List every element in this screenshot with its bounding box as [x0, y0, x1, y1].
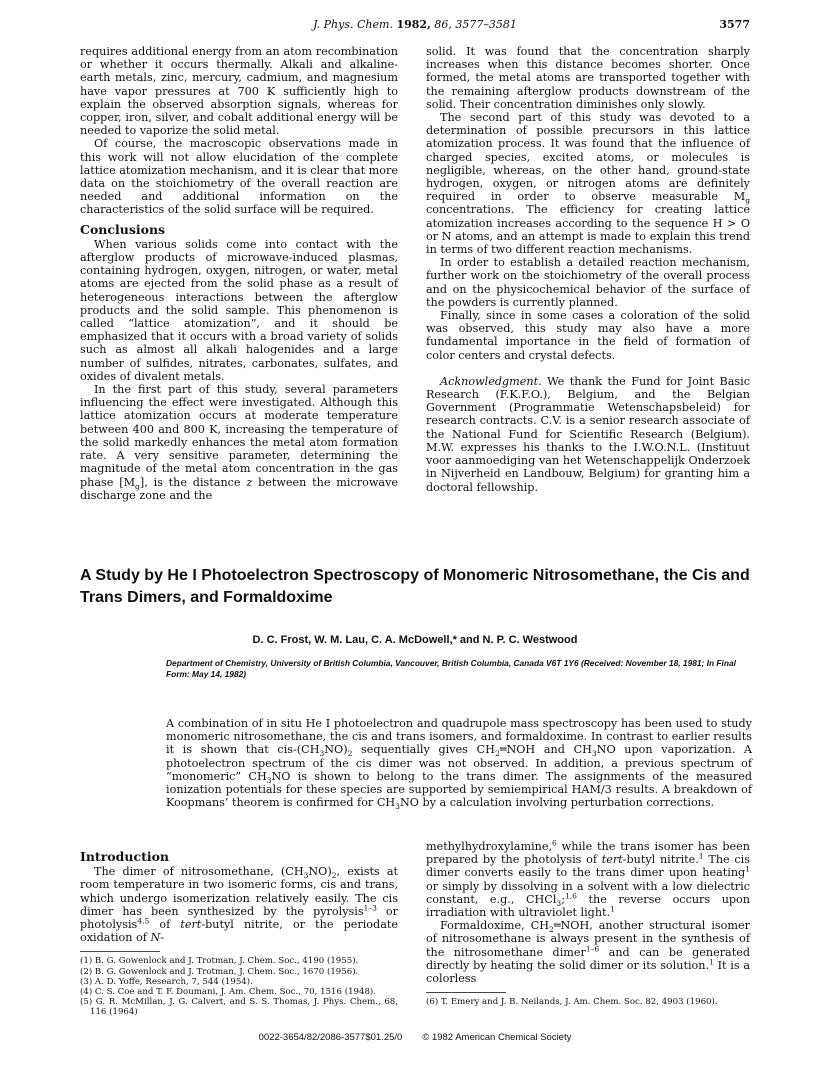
affiliation: Department of Chemistry, University of British Columbia, Vancouver, British Columbia, Canada V6T 1Y6 (Received: November 18, 1981; In Final Form: May 14, 1982)	[166, 658, 736, 679]
copyright: © 1982 American Chemical Society	[422, 1032, 572, 1043]
prev-article-column-right	[426, 45, 750, 494]
journal-volume: 86,	[434, 18, 452, 31]
abstract	[166, 717, 753, 812]
journal-citation	[80, 18, 750, 31]
footnote: (5) G. R. McMillan, J. G. Calvert, and S. S. Thomas, J. Phys. Chem., 68, 116 (1964)	[80, 997, 398, 1018]
subscript: 3	[591, 749, 597, 759]
italic-text: tert	[601, 853, 623, 867]
intro-column-right	[426, 840, 750, 1007]
paragraph: Of course, the macroscopic observations made in this work will not allow elucidation of the complete lattice atomization mechanism, and it is clear that more data on the stoichiometry of the overall reaction are needed and additional information on the characteristics of the solid surface will be required.	[80, 137, 398, 217]
text-run: ;	[561, 892, 565, 906]
text-run: NO is shown to belong to the trans dimer. The assignments of the measured ionization potentials for these species are supported by semiempirical HAM/3 results. A breakdown of Koopmans’ theorem is confirmed for CH	[166, 769, 752, 810]
italic-text: tert	[180, 918, 202, 932]
paragraph	[80, 865, 398, 944]
ack-label: Acknowledgment.	[440, 374, 542, 388]
article-code: 0022-3654/82/2086-3577$01.25/0	[258, 1032, 403, 1043]
authors-part: D. C. Frost, W. M. Lau, C. A. McDowell,	[252, 634, 453, 646]
subscript: 2	[347, 749, 353, 759]
text-run: concentrations. The efficiency for creating lattice atomization increases according to the sequence H > O or N atoms, and an attempt is made to explain this trend in terms of two different reaction mechanisms.	[426, 203, 750, 257]
paragraph	[426, 919, 750, 985]
article-title: A Study by He I Photoelectron Spectroscopy of Monomeric Nitrosomethane, the Cis and Trans Dimers, and Formaldoxime	[80, 567, 750, 606]
text-run: while the trans isomer has been prepared by the photolysis of	[426, 840, 750, 867]
paragraph	[426, 111, 750, 256]
subscript: 3	[266, 776, 272, 786]
footnote-rule	[426, 992, 506, 993]
reference-sup: 4,5	[137, 916, 150, 926]
reference-sup: 1,6	[564, 891, 577, 901]
reference-sup: 1	[698, 851, 704, 861]
abstract-text	[166, 717, 753, 812]
text-run: sequentially gives CH	[352, 743, 495, 757]
text-run: NO)	[308, 865, 332, 879]
corresponding-star: *	[452, 634, 457, 646]
text-run: ═NOH, another structural isomer of nitrosomethane is always present in the synthesis of the nitrosomethane dimer	[426, 919, 750, 959]
reference-sup: 1	[610, 904, 615, 914]
text-run: The dimer of nitrosomethane, (CH	[94, 865, 304, 879]
footnote: (2) B. G. Gowenlock and J. Trotman, J. Chem. Soc., 1670 (1956).	[80, 966, 359, 977]
subscript: 3	[395, 802, 400, 812]
subscript: 2	[494, 749, 500, 759]
text-run: and can be generated directly by heating the solid dimer or its solution.	[426, 945, 750, 972]
text-run: the reverse occurs upon irradiation with ultraviolet light.	[426, 892, 750, 920]
section-heading-introduction: Introduction	[80, 849, 170, 864]
paragraph: solid. It was found that the concentration sharply increases when this distance becomes shorter. Once formed, the metal atoms are transported together with the remaining afterglow products downstream of the solid. Their concentration diminishes only slowly.	[426, 45, 750, 111]
section-heading-conclusions: Conclusions	[80, 221, 166, 237]
footnotes-right	[426, 997, 750, 1007]
footnote: (3) A. D. Yoffe, Research, 7, 544 (1954).	[80, 976, 253, 987]
prev-article-column-left	[80, 45, 398, 502]
text-run: ], is the distance	[139, 475, 247, 489]
footnotes-left	[80, 956, 398, 1017]
subscript: 3	[556, 899, 562, 909]
text-run: NO upon vaporization. A photoelectron spectrum of the cis dimer was not observed. In addition, a previous spectrum of “monomeric” CH	[166, 743, 753, 783]
text-run: between the microwave discharge zone and the	[80, 475, 399, 502]
text-run: or photolysis	[80, 904, 398, 932]
reference-sup: 1–3	[363, 903, 377, 913]
paragraph	[426, 840, 750, 919]
text-run: ═NOH and CH	[499, 743, 592, 757]
reference-sup: 1	[745, 864, 750, 874]
subscript: 2	[331, 871, 337, 881]
text-run: In the first part of this study, several parameters influencing the effect were investigated. Although this lattice atomization occurs at moderate temperature between 400 and 800 K, increasing the temperature of the solid markedly enhances the metal atom formation rate. A very sensitive parameter, determining the magnitude of the metal atom concentration in the gas phase [M	[80, 383, 398, 489]
italic-z: z	[246, 475, 253, 489]
intro-column-left	[80, 850, 398, 1018]
text-run: -butyl nitrite.	[622, 853, 699, 867]
text-run: NO by a calculation involving perturbation corrections.	[399, 796, 715, 810]
footnote: (6) T. Emery and J. B. Neilands, J. Am. Chem. Soc. 82, 4903 (1960).	[426, 997, 718, 1008]
text-run: , exists at room temperature in two isomeric forms, cis and trans, which undergo isomerization relatively easily. The cis dimer has been synthesized by the pyrolysis	[80, 865, 398, 918]
paragraph: When various solids come into contact with the afterglow products of microwave-induced plasmas, containing hydrogen, oxygen, nitrogen, or water, metal atoms are ejected from the solid phase as a result of heterogeneous interactions between the afterglow products and the solid sample. This phenomenon is called “lattice atomization”, and it should be emphasized that it occurs with a broad variety of solids such as almost all alkali halogenides and a large number of sulfides, nitrates, carbonates, sulfates, and oxides of divalent metals.	[80, 237, 398, 383]
subscript: g	[745, 196, 750, 206]
subscript: 3	[319, 749, 325, 759]
text-run: The second part of this study was devoted to a determination of possible precursors in this lattice atomization process. It was found that the influence of charged species, excited atoms, or molecules is negligible, whereas, on the other hand, ground-state hydrogen, oxygen, or nitrogen atoms are definitely required in order to observe measurable M	[426, 111, 750, 204]
text-run: of	[149, 918, 181, 932]
acknowledgment	[426, 375, 750, 494]
subscript: g	[135, 481, 140, 491]
author-list	[80, 634, 750, 646]
text-run: -	[160, 931, 165, 945]
paragraph	[80, 383, 398, 502]
text-run: The cis dimer converts easily to the trans dimer upon heating	[426, 853, 750, 880]
text-run: methylhydroxylamine,	[426, 840, 553, 853]
text-run: Formaldoxime, CH	[440, 919, 549, 933]
reference-sup: 6	[552, 838, 557, 848]
reference-sup: 1–6	[585, 943, 600, 953]
footnote-rule	[80, 951, 160, 952]
subscript: 2	[548, 925, 554, 935]
paragraph: Finally, since in some cases a coloration of the solid was observed, this study may also have a more fundamental importance in the field of formation of color centers and crystal defects.	[426, 309, 750, 362]
text-run: NO)	[324, 743, 348, 757]
page-number: 3577	[719, 18, 750, 31]
paragraph: In order to establish a detailed reaction mechanism, further work on the stoichiometry of the overall process and on the physicochemical behavior of the surface of the powders is currently planned.	[426, 256, 750, 309]
subscript: 3	[303, 871, 309, 881]
authors-part: and N. P. C. Westwood	[456, 634, 578, 646]
italic-text: N	[150, 931, 161, 945]
text-run: A combination of in situ He I photoelectron and quadrupole mass spectroscopy has been used to study monomeric nitrosomethane, the cis and trans isomers, and formaldoxime. In contrast to earlier results it is shown that cis-(CH	[166, 717, 752, 757]
journal-year: 1982,	[396, 18, 431, 31]
text-run: or simply by dissolving in a solvent with a low dielectric constant, e.g., CHCl	[426, 879, 750, 906]
footnote: (1) B. G. Gowenlock and J. Trotman, J. Chem. Soc., 4190 (1955).	[80, 956, 359, 967]
journal-pages: 3577–3581	[455, 18, 517, 31]
text-run: It is a colorless	[426, 958, 750, 986]
text-run: -butyl nitrite, or the periodate oxidation of	[80, 918, 398, 945]
journal-name: J. Phys. Chem.	[313, 18, 393, 31]
footnote: (4) C. S. Coe and T. F. Doumani, J. Am. Chem. Soc., 70, 1516 (1948).	[80, 987, 377, 998]
page-footer	[80, 1032, 750, 1043]
reference-sup: 1	[709, 957, 714, 967]
paragraph: requires additional energy from an atom recombination or whether it occurs thermally. Alkali and alkaline-earth metals, zinc, mercury, cadmium, and magnesium have vapor pressures at 700 K sufficiently high to explain the observed absorption signals, whereas for copper, iron, silver, and cobalt additional energy will be needed to vaporize the solid metal.	[80, 45, 398, 138]
running-header	[80, 18, 750, 34]
ack-text: We thank the Fund for Joint Basic Research (F.K.F.O.), Belgium, and the Belgian Government (Programmatie Wetenschapsbeleid) for research contracts. C.V. is a senior research associate of the National Fund for Scientific Research (Belgium). M.W. expresses his thanks to the I.W.O.N.L. (Instituut voor aanmoediging van het Wetenschappelijk Onderzoek in Nijverheid en Landbouw, Belgium) for granting him a doctoral fellowship.	[426, 374, 750, 494]
